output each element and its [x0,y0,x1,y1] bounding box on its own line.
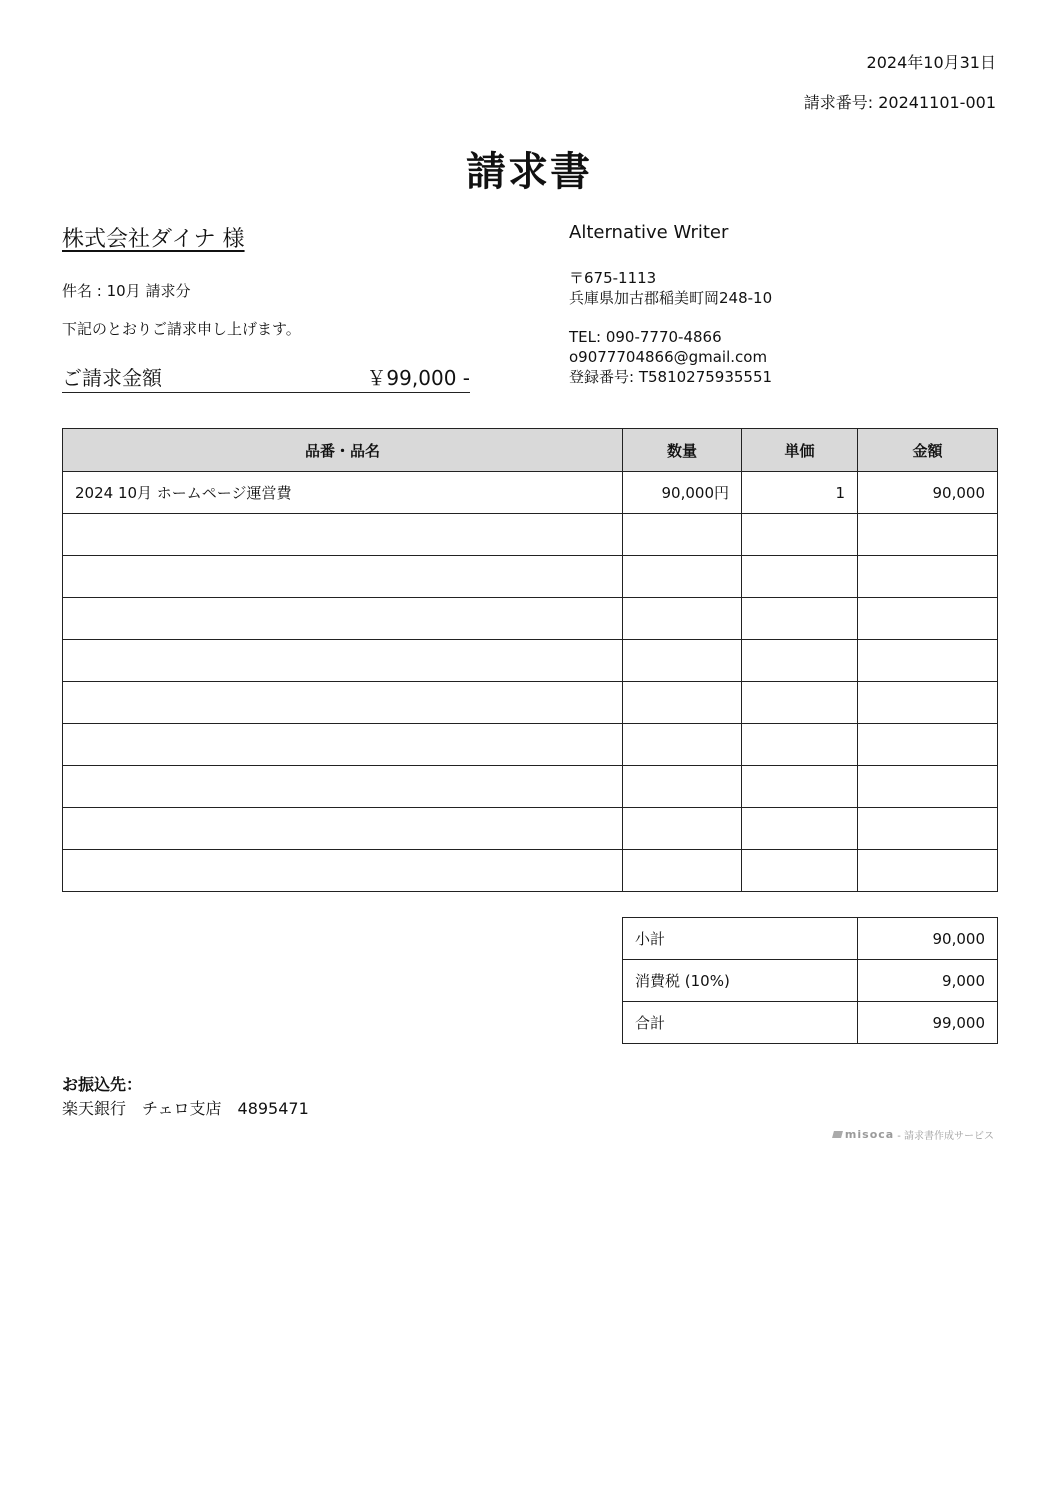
totals-table [622,917,998,1044]
issuer-address: 兵庫県加古郡稲美町岡248-10 [569,289,773,307]
issuer-name: Alternative Writer [569,222,729,243]
cell-unit-price: 1 [742,472,858,514]
cell-unit-price [742,640,858,682]
cell-quantity [623,598,742,640]
cell-amount [858,682,998,724]
invoice-date: 2024年10月31日 [866,53,996,72]
cell-unit-price [742,514,858,556]
cell-unit-price [742,724,858,766]
page-title: 請求書 [466,149,592,195]
cell-amount [858,766,998,808]
cell-quantity [623,850,742,892]
header-item-name: 品番・品名 [63,429,623,472]
footer-logo-text: misoca [844,1128,895,1141]
cell-unit-price [742,556,858,598]
table-row [63,556,998,598]
total-label: 合計 [623,1002,858,1044]
line-items-table [62,428,998,892]
client-name: 株式会社ダイナ 様 [62,227,245,252]
header-amount: 金額 [858,429,998,472]
bank-label: お振込先： [62,1075,143,1094]
cell-item-name [63,766,623,808]
table-row [63,850,998,892]
issuer-email: o9077704866@gmail.com [569,348,768,366]
cell-quantity [623,556,742,598]
billing-amount-row [62,362,470,393]
bank-info: 楽天銀行 チェロ支店 4895471 [62,1099,309,1118]
invoice-subject: 件名 : 10月 請求分 [62,282,191,300]
cell-item-name [63,724,623,766]
subtotal-value: 90,000 [858,918,998,960]
issuer-contact-block [569,327,772,387]
table-row [63,598,998,640]
cell-quantity [623,766,742,808]
cell-quantity [623,808,742,850]
invoice-notice: 下記のとおりご請求申し上げます。 [62,320,301,338]
cell-quantity: 90,000円 [623,472,742,514]
total-row [623,1002,998,1044]
misoca-logo-icon [832,1131,843,1138]
issuer-tel: TEL: 090-7770-4866 [569,328,722,346]
table-row [63,808,998,850]
cell-quantity [623,514,742,556]
cell-unit-price [742,682,858,724]
subtotal-row [623,918,998,960]
cell-item-name [63,808,623,850]
cell-amount [858,556,998,598]
billing-amount-label: ご請求金額 [62,366,162,390]
cell-item-name [63,514,623,556]
footer-branding [833,1127,994,1142]
table-row [63,472,998,514]
table-row [63,514,998,556]
cell-item-name [63,640,623,682]
tax-value: 9,000 [858,960,998,1002]
cell-amount [858,640,998,682]
cell-unit-price [742,766,858,808]
table-row [63,766,998,808]
total-value: 99,000 [858,1002,998,1044]
header-quantity: 数量 [623,429,742,472]
table-row [63,724,998,766]
billing-amount-value: ￥99,000 - [366,366,470,390]
tax-row [623,960,998,1002]
tax-label: 消費税 (10%) [623,960,858,1002]
cell-amount [858,808,998,850]
cell-unit-price [742,850,858,892]
issuer-address-block [569,268,772,308]
cell-amount: 90,000 [858,472,998,514]
table-row [63,682,998,724]
cell-amount [858,598,998,640]
cell-unit-price [742,808,858,850]
cell-item-name [63,682,623,724]
table-header-row [63,429,998,472]
cell-unit-price [742,598,858,640]
cell-item-name [63,850,623,892]
table-row [63,640,998,682]
cell-quantity [623,724,742,766]
issuer-postal: 〒675-1113 [569,269,657,287]
subtotal-label: 小計 [623,918,858,960]
footer-tagline: - 請求書作成サービス [897,1131,994,1142]
issuer-registration: 登録番号: T5810275935551 [569,368,773,386]
cell-amount [858,514,998,556]
cell-amount [858,724,998,766]
cell-item-name: 2024 10月 ホームページ運営費 [63,472,623,514]
header-unit-price: 単価 [742,429,858,472]
cell-item-name [63,598,623,640]
cell-quantity [623,640,742,682]
cell-amount [858,850,998,892]
cell-quantity [623,682,742,724]
invoice-number: 請求番号: 20241101-001 [803,93,996,112]
cell-item-name [63,556,623,598]
